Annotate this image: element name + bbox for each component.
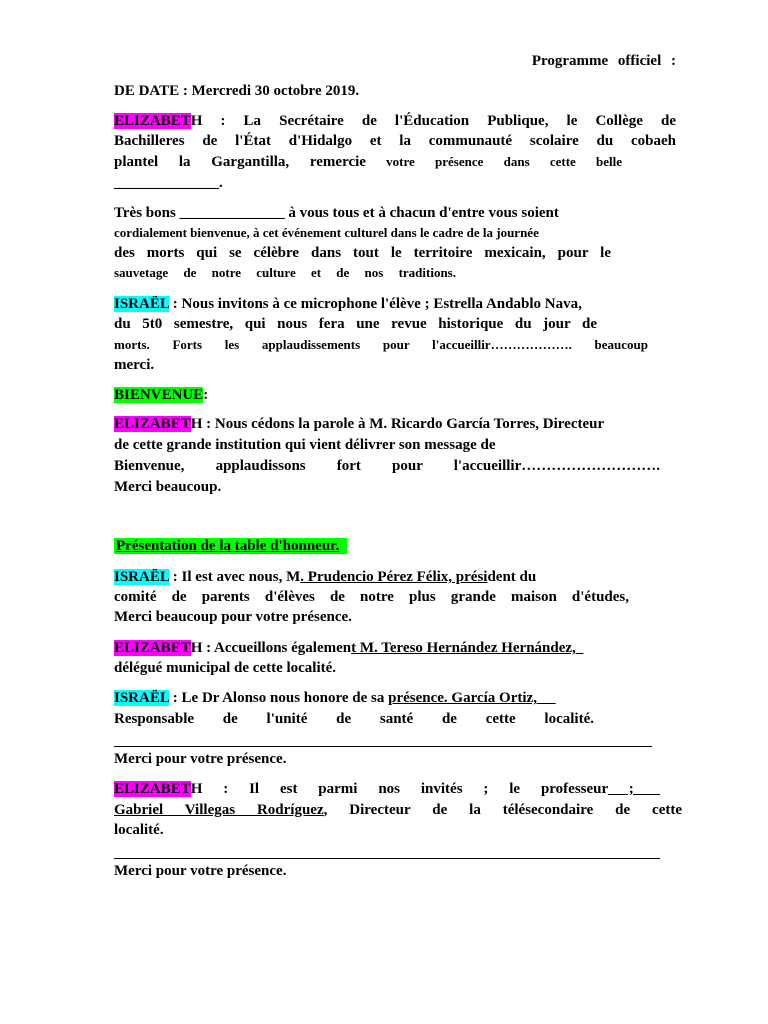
- blank-rule: [114, 858, 660, 859]
- p4-line-1-text: : Nous cédons la parole à M. Ricardo García Torres, Directeur: [202, 416, 605, 432]
- welcome-colon: :: [203, 387, 209, 403]
- speaker-israel: ISRAËL: [114, 296, 170, 312]
- p6-line-2: délégué municipal de cette localité.: [114, 660, 337, 676]
- blank-rule: [114, 746, 652, 747]
- speaker-elizabeth: ELIZABET: [114, 113, 191, 129]
- p3-line-1: [114, 295, 676, 314]
- p1-line-1-text: : La Secrétaire de l'Éducation Publique, le Collège de: [202, 113, 676, 129]
- speaker-israel: ISRAËL: [114, 569, 170, 585]
- p6-line-1: [114, 639, 676, 658]
- p5-line-1a: : Il est avec nous, M: [169, 569, 301, 585]
- guest-name-villegas: Gabriel Villegas Rodríguez: [114, 802, 324, 818]
- p4-line-1: [114, 415, 674, 434]
- guest-name-hernandez: t M. Tereso Hernández Hernández,: [351, 640, 584, 656]
- p1-line-3a: plantel la Gargantilla, remercie: [114, 154, 366, 170]
- welcome-label: BIENVENUE: [114, 387, 204, 403]
- p8-line-3: localité.: [114, 822, 164, 838]
- p6-line-1a: : Accueillons égalemen: [202, 640, 352, 656]
- speaker-suffix: H: [190, 640, 203, 656]
- p3-line-1-text: : Nous invitons à ce microphone l'élève ; Estrella Andablo Nava,: [169, 296, 582, 312]
- p5-line-3: Merci beaucoup pour votre présence.: [114, 609, 352, 625]
- p4-line-3: Bienvenue, applaudissons fort pour l'accueillir……………………….: [114, 458, 660, 474]
- welcome-line: [114, 386, 676, 405]
- p1-line-2: Bachilleres de l'État d'Hidalgo et la communauté scolaire du cobaeh: [114, 133, 676, 149]
- p2-line-2: cordialement bienvenue, à cet événement culturel dans le cadre de la journée: [114, 225, 539, 240]
- p8-line-5: Merci pour votre présence.: [114, 863, 287, 879]
- guest-name-garcia: présence. García Ortiz,: [388, 690, 556, 706]
- p2-line-4: sauvetage de notre culture et de nos traditions.: [114, 265, 456, 280]
- p8-line-1-blank: ;: [607, 781, 660, 797]
- p8-line-2b: , Directeur de la télésecondaire de cette: [323, 802, 682, 818]
- p1-line-1: [114, 112, 676, 131]
- p7-line-1: [114, 689, 676, 708]
- program-header: [114, 52, 676, 71]
- p3-line-2: du 5t0 semestre, qui nous fera une revue historique du jour de: [114, 316, 597, 332]
- p4-line-4: Merci beaucoup.: [114, 479, 222, 495]
- table-heading: Présentation de la table d'honneur.: [114, 538, 347, 554]
- speaker-elizabeth: ELIZABET: [114, 416, 191, 432]
- guest-name-perez: . Prudencio Pérez Félix, prési: [300, 569, 488, 585]
- table-heading-line: [114, 537, 676, 556]
- p7-line-4: Merci pour votre présence.: [114, 751, 287, 767]
- speaker-suffix: H: [190, 781, 203, 797]
- p3-line-3: morts. Forts les applaudissements pour l'accueillir………………. beaucoup: [114, 337, 648, 352]
- p8-line-1: [114, 780, 660, 799]
- program-header-text: Programme officiel :: [531, 53, 676, 69]
- date-line: DE DATE : Mercredi 30 octobre 2019.: [114, 83, 360, 99]
- p1-line-3b: votre présence dans cette belle: [365, 154, 623, 169]
- speaker-israel: ISRAËL: [114, 690, 170, 706]
- p2-line-3: des morts qui se célèbre dans tout le territoire mexicain, pour le: [114, 245, 611, 261]
- speaker-elizabeth: ELIZABET: [114, 640, 191, 656]
- p7-line-2: Responsable de l'unité de santé de cette localité.: [114, 711, 594, 727]
- p5-line-2: comité de parents d'élèves de notre plus grande maison d'études,: [114, 589, 629, 605]
- p8-line-1a: : Il est parmi nos invités ; le professeur: [202, 781, 608, 797]
- p7-line-1a: : Le Dr Alonso nous honore de sa: [169, 690, 389, 706]
- speaker-suffix: H: [190, 416, 203, 432]
- speaker-suffix: H: [190, 113, 203, 129]
- p1-line-4: ______________.: [114, 175, 223, 191]
- p2-line-1: Très bons ______________ à vous tous et à chacun d'entre vous soient: [114, 205, 559, 221]
- speaker-elizabeth: ELIZABET: [114, 781, 191, 797]
- p5-line-1b: dent du: [487, 569, 537, 585]
- p3-line-4: merci.: [114, 357, 155, 373]
- p4-line-2: de cette grande institution qui vient délivrer son message de: [114, 437, 496, 453]
- p5-line-1: [114, 568, 676, 587]
- p1-line-3: [114, 153, 622, 172]
- p8-line-2: [114, 801, 682, 820]
